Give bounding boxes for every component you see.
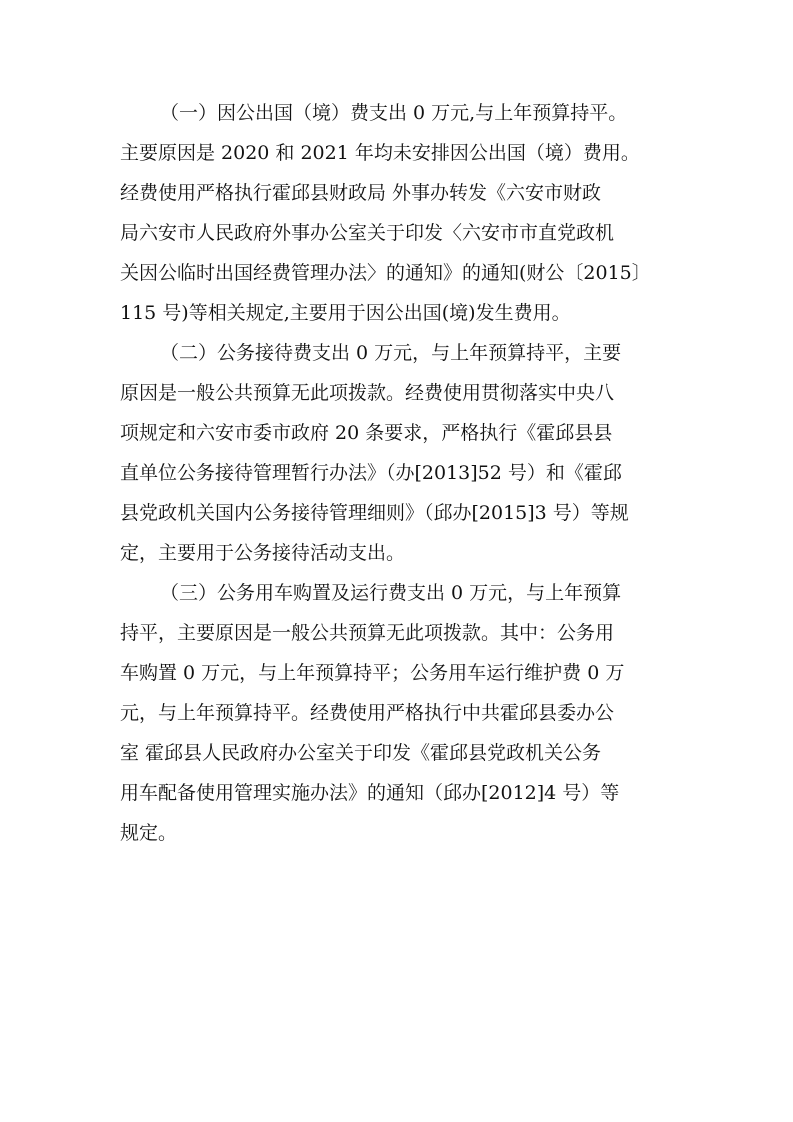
paragraph-line: 原因是一般公共预算无此项拨款。经费使用贯彻落实中央八 bbox=[120, 382, 615, 404]
paragraph-line: （三）公务用车购置及运行费支出 0 万元，与上年预算 bbox=[160, 582, 622, 604]
paragraph-line: 室 霍邱县人民政府办公室关于印发《霍邱县党政机关公务 bbox=[120, 742, 602, 764]
paragraph-line: 县党政机关国内公务接待管理细则》（邱办[2015]3 号）等规 bbox=[120, 502, 629, 524]
paragraph-line: 项规定和六安市委市政府 20 条要求，严格执行《霍邱县县 bbox=[120, 422, 613, 444]
paragraph-line: 115 号)等相关规定,主要用于因公出国(境)发生费用。 bbox=[120, 302, 571, 324]
paragraph-line: 定，主要用于公务接待活动支出。 bbox=[120, 542, 406, 564]
paragraph-line: 持平，主要原因是一般公共预算无此项拨款。其中：公务用 bbox=[120, 622, 615, 644]
paragraph-line: 直单位公务接待管理暂行办法》（办[2013]52 号）和《霍邱 bbox=[120, 462, 622, 484]
paragraph-line: 经费使用严格执行霍邱县财政局 外事办转发《六安市财政 bbox=[120, 182, 602, 204]
paragraph-line: 用车配备使用管理实施办法》的通知（邱办[2012]4 号）等 bbox=[120, 782, 620, 804]
paragraph-line: 关因公临时出国经费管理办法〉的通知》的通知(财公〔2015〕 bbox=[120, 262, 651, 284]
paragraph-line: 元，与上年预算持平。经费使用严格执行中共霍邱县委办公 bbox=[120, 702, 615, 724]
paragraph-line: 规定。 bbox=[120, 822, 178, 844]
paragraph-line: 局六安市人民政府外事办公室关于印发〈六安市市直党政机 bbox=[120, 222, 615, 244]
paragraph-line: 主要原因是 2020 和 2021 年均未安排因公出国（境）费用。 bbox=[120, 142, 640, 164]
paragraph-line: （二）公务接待费支出 0 万元，与上年预算持平，主要 bbox=[160, 342, 622, 364]
paragraph-line: 车购置 0 万元，与上年预算持平；公务用车运行维护费 0 万 bbox=[120, 662, 625, 684]
paragraph-line: （一）因公出国（境）费支出 0 万元,与上年预算持平。 bbox=[160, 102, 628, 124]
